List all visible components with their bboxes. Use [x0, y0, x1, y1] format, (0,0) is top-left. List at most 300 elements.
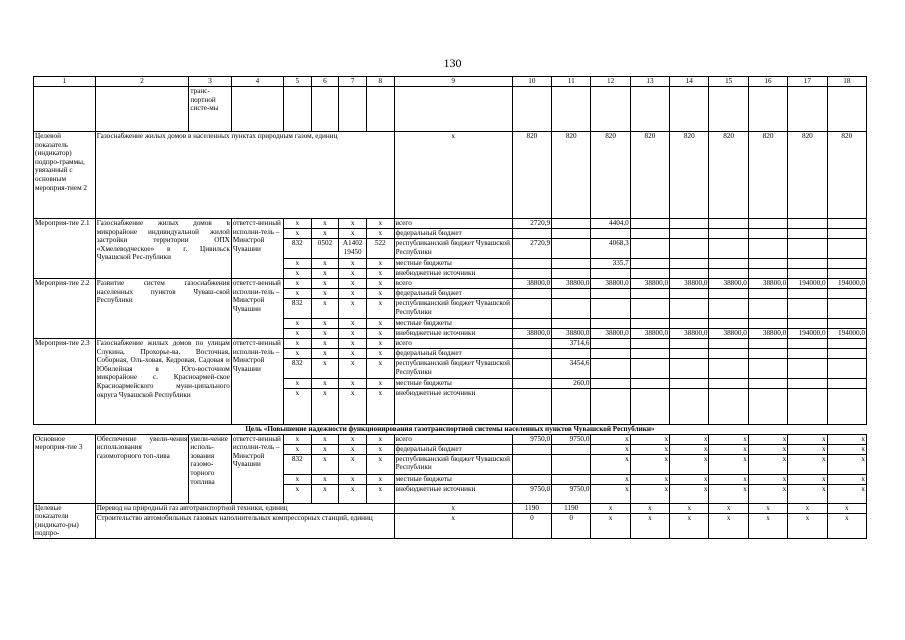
code-cell: x — [311, 454, 339, 474]
funding-value: 38800,0 — [670, 329, 709, 339]
code-cell: x — [339, 219, 367, 229]
funding-value — [591, 349, 630, 359]
funding-value — [670, 319, 709, 329]
funding-value — [552, 349, 591, 359]
funding-value — [827, 269, 866, 279]
code-cell: x — [339, 379, 367, 389]
funding-value — [670, 239, 709, 259]
funding-value — [709, 239, 748, 259]
funding-value: x — [788, 444, 827, 454]
column-number: 1 — [34, 77, 96, 87]
funding-source: федеральный бюджет — [394, 289, 512, 299]
target-indicator-value: 820 — [709, 132, 748, 219]
funding-source: республиканский бюджет Чувашской Республики — [394, 299, 512, 319]
funding-value — [512, 259, 551, 269]
funding-value: x — [709, 484, 748, 503]
funding-value: x — [827, 434, 866, 444]
funding-value: 194000,0 — [827, 329, 866, 339]
funding-value: 9750,0 — [512, 434, 551, 444]
funding-value: x — [670, 484, 709, 503]
funding-value — [788, 379, 827, 389]
funding-value — [709, 319, 748, 329]
code-cell: x — [339, 349, 367, 359]
funding-value — [748, 229, 787, 239]
main-measure-3-row — [34, 434, 867, 444]
code-cell: x — [366, 454, 394, 474]
code-cell: 0502 — [311, 239, 339, 259]
target-indicator-value: x — [709, 513, 748, 538]
code-cell: x — [283, 319, 311, 329]
funding-value — [630, 379, 669, 389]
funding-value — [748, 219, 787, 229]
funding-value: x — [591, 454, 630, 474]
funding-value: 38800,0 — [552, 279, 591, 289]
funding-source: внебюджетные источники — [394, 389, 512, 425]
funding-value — [670, 289, 709, 299]
funding-value — [709, 389, 748, 425]
funding-value — [512, 349, 551, 359]
code-cell: x — [283, 339, 311, 349]
code-cell: x — [311, 359, 339, 379]
measure-2-1-row — [34, 219, 867, 229]
funding-value — [709, 259, 748, 269]
transport-system-cell: транс-портной систе-мы — [189, 87, 232, 132]
code-cell: x — [283, 329, 311, 339]
empty-cell — [552, 87, 591, 132]
empty-cell — [512, 87, 551, 132]
funding-source: федеральный бюджет — [394, 444, 512, 454]
target-indicator-row — [34, 503, 867, 513]
funding-value — [827, 259, 866, 269]
funding-value — [827, 219, 866, 229]
funding-value — [512, 229, 551, 239]
funding-source: всего — [394, 219, 512, 229]
funding-value: 38800,0 — [591, 329, 630, 339]
target-indicator-value: x — [788, 513, 827, 538]
target-indicator-value: 820 — [670, 132, 709, 219]
target-indicator-value: x — [630, 503, 669, 513]
funding-value — [591, 379, 630, 389]
target-indicator-value: 0 — [512, 513, 551, 538]
measure-2-2-row — [34, 279, 867, 289]
funding-value: 2720,9 — [512, 239, 551, 259]
code-cell: x — [366, 389, 394, 425]
column-number: 6 — [311, 77, 339, 87]
code-cell: x — [366, 299, 394, 319]
code-cell: x — [283, 259, 311, 269]
funding-value: x — [630, 454, 669, 474]
funding-source: республиканский бюджет Чувашской Республики — [394, 239, 512, 259]
funding-value — [552, 269, 591, 279]
funding-value: x — [630, 434, 669, 444]
code-cell: x — [339, 359, 367, 379]
funding-value — [670, 349, 709, 359]
target-indicator-value: 820 — [512, 132, 551, 219]
code-cell: x — [283, 389, 311, 425]
funding-value — [591, 319, 630, 329]
funding-value — [552, 299, 591, 319]
funding-value — [552, 289, 591, 299]
funding-value: 260,0 — [552, 379, 591, 389]
column-number: 4 — [231, 77, 283, 87]
column-number: 13 — [630, 77, 669, 87]
funding-value: 9750,0 — [552, 484, 591, 503]
target-indicator-text: Перевод на природный газ автотранспортной техники, единиц — [95, 503, 394, 513]
code-cell: x — [366, 229, 394, 239]
funding-value — [788, 259, 827, 269]
code-cell: x — [366, 434, 394, 444]
funding-value — [827, 299, 866, 319]
code-cell: 832 — [283, 359, 311, 379]
code-cell: x — [339, 289, 367, 299]
funding-value: 3714,6 — [552, 339, 591, 349]
funding-value — [630, 289, 669, 299]
target-indicator-value: x — [670, 513, 709, 538]
funding-value — [630, 339, 669, 349]
code-cell: 832 — [283, 299, 311, 319]
funding-source: местные бюджеты — [394, 474, 512, 484]
funding-source: местные бюджеты — [394, 259, 512, 269]
target-indicator-value: 1190 — [552, 503, 591, 513]
funding-value — [709, 219, 748, 229]
funding-value — [552, 444, 591, 454]
funding-value — [748, 339, 787, 349]
funding-value: x — [827, 444, 866, 454]
target-indicator-value: x — [670, 503, 709, 513]
column-number: 5 — [283, 77, 311, 87]
column-number: 17 — [788, 77, 827, 87]
funding-value — [709, 299, 748, 319]
funding-value: x — [709, 444, 748, 454]
target-indicator-value: 820 — [748, 132, 787, 219]
funding-value — [788, 239, 827, 259]
column-number: 8 — [366, 77, 394, 87]
funding-value — [748, 359, 787, 379]
main-measure-3-description: Обеспечение увели-чения использования газомоторного топ-лива — [95, 434, 189, 503]
code-cell: x — [366, 269, 394, 279]
funding-source: внебюджетные источники — [394, 329, 512, 339]
target-indicator-row — [34, 132, 867, 219]
code-cell: x — [366, 279, 394, 289]
empty-cell — [339, 87, 367, 132]
column-number: 14 — [670, 77, 709, 87]
target-indicator-value: 1190 — [512, 503, 551, 513]
measure-2-2-label: Мероприя-тие 2.2 — [34, 279, 96, 339]
code-cell: 522 — [366, 239, 394, 259]
funding-value — [827, 359, 866, 379]
funding-value: x — [591, 434, 630, 444]
funding-value — [552, 454, 591, 474]
funding-value: x — [788, 454, 827, 474]
funding-value — [788, 229, 827, 239]
funding-value: x — [709, 434, 748, 444]
funding-source: республиканский бюджет Чувашской Республики — [394, 359, 512, 379]
target-indicator-value: x — [788, 503, 827, 513]
funding-value — [630, 319, 669, 329]
funding-value — [827, 339, 866, 349]
empty-cell — [394, 87, 512, 132]
code-cell: x — [283, 279, 311, 289]
responsible-executor: ответст-венный исполни-тель – Минстрой Чувашии — [231, 279, 283, 339]
code-cell: x — [283, 289, 311, 299]
empty-cell — [630, 87, 669, 132]
target-indicator-value: 0 — [552, 513, 591, 538]
funding-source: всего — [394, 279, 512, 289]
funding-value — [827, 379, 866, 389]
target-indicator-value: x — [709, 503, 748, 513]
funding-value — [827, 289, 866, 299]
target-indicator-text: Строительство автомобильных газовых наполнительных компрессорных станций, единиц — [95, 513, 394, 538]
code-cell: x — [283, 379, 311, 389]
funding-value: 38800,0 — [630, 279, 669, 289]
funding-value: x — [748, 484, 787, 503]
funding-value: 194000,0 — [827, 279, 866, 289]
funding-value — [827, 239, 866, 259]
funding-value — [670, 299, 709, 319]
funding-value — [709, 269, 748, 279]
goal-heading: Цель «Повышение надежности функционирования газотранспортной системы населенных пунктов Чувашской Республики» — [34, 425, 867, 435]
funding-value — [512, 359, 551, 379]
funding-value — [630, 219, 669, 229]
responsible-executor: ответст-венный исполни-тель – Минстрой Чувашии — [231, 434, 283, 503]
empty-cell — [670, 87, 709, 132]
target-indicator-label: Целевой показатель (индикатор) подпро-граммы, увязанный с основным мероприя-тием 2 — [34, 132, 96, 219]
funding-value: 38800,0 — [709, 279, 748, 289]
funding-value: x — [748, 474, 787, 484]
funding-value — [748, 289, 787, 299]
code-cell: А1402 19450 — [339, 239, 367, 259]
funding-value — [827, 229, 866, 239]
funding-value — [630, 359, 669, 379]
funding-value — [630, 269, 669, 279]
code-cell: x — [366, 379, 394, 389]
funding-value: 38800,0 — [630, 329, 669, 339]
funding-source: федеральный бюджет — [394, 229, 512, 239]
funding-value — [512, 379, 551, 389]
code-cell: x — [339, 269, 367, 279]
funding-source: местные бюджеты — [394, 379, 512, 389]
funding-value — [748, 239, 787, 259]
column-number: 15 — [709, 77, 748, 87]
code-cell: x — [366, 289, 394, 299]
code-cell: x — [311, 289, 339, 299]
funding-value — [670, 339, 709, 349]
funding-value — [709, 229, 748, 239]
funding-value — [748, 269, 787, 279]
funding-value — [709, 289, 748, 299]
page-number: 130 — [443, 56, 462, 70]
code-cell: x — [311, 269, 339, 279]
main-measure-3-label: Основное мероприя-тие 3 — [34, 434, 96, 503]
code-cell: 832 — [283, 239, 311, 259]
column-number: 12 — [591, 77, 630, 87]
column-number: 3 — [189, 77, 232, 87]
code-cell: x — [311, 379, 339, 389]
funding-source: местные бюджеты — [394, 319, 512, 329]
funding-value — [630, 299, 669, 319]
funding-value — [748, 319, 787, 329]
column-number: 10 — [512, 77, 551, 87]
code-cell: x — [366, 474, 394, 484]
funding-value: 38800,0 — [512, 329, 551, 339]
column-number-row — [34, 77, 867, 87]
column-number: 7 — [339, 77, 367, 87]
funding-value: x — [630, 444, 669, 454]
target-indicator-value: x — [591, 513, 630, 538]
target-indicator-value: 820 — [827, 132, 866, 219]
funding-value — [630, 389, 669, 425]
target-indicators-label: Целевые показатели (индикато-ры) подпро- — [34, 503, 96, 538]
column-number: 11 — [552, 77, 591, 87]
funding-value: 4068,3 — [591, 239, 630, 259]
funding-value — [512, 299, 551, 319]
funding-value: 38800,0 — [512, 279, 551, 289]
funding-value — [512, 444, 551, 454]
empty-cell — [311, 87, 339, 132]
funding-value — [788, 349, 827, 359]
funding-value — [552, 259, 591, 269]
funding-value — [512, 389, 551, 425]
code-cell: x — [366, 339, 394, 349]
code-cell: x — [311, 319, 339, 329]
funding-value: x — [670, 444, 709, 454]
code-cell: x — [311, 279, 339, 289]
code-cell: x — [366, 444, 394, 454]
funding-value — [512, 319, 551, 329]
funding-value — [552, 229, 591, 239]
measure-2-3-row — [34, 339, 867, 349]
funding-value — [709, 359, 748, 379]
funding-value — [591, 359, 630, 379]
code-cell: 832 — [283, 454, 311, 474]
column-number: 9 — [394, 77, 512, 87]
target-indicator-value: 820 — [591, 132, 630, 219]
code-cell: x — [311, 259, 339, 269]
funding-value — [748, 389, 787, 425]
code-cell: x — [283, 269, 311, 279]
code-cell: x — [311, 484, 339, 503]
funding-value — [591, 269, 630, 279]
funding-value — [552, 219, 591, 229]
funding-value: x — [670, 434, 709, 444]
funding-value — [512, 339, 551, 349]
funding-source: внебюджетные источники — [394, 484, 512, 503]
column-number: 2 — [95, 77, 189, 87]
funding-value — [748, 379, 787, 389]
funding-value — [591, 229, 630, 239]
funding-value — [552, 319, 591, 329]
empty-cell — [283, 87, 311, 132]
funding-value: x — [788, 474, 827, 484]
target-indicator-value: 820 — [788, 132, 827, 219]
funding-value — [591, 339, 630, 349]
target-indicator-value: x — [748, 503, 787, 513]
code-cell: x — [366, 329, 394, 339]
code-cell: x — [339, 299, 367, 319]
empty-cell — [709, 87, 748, 132]
empty-cell — [95, 87, 189, 132]
target-indicator-x: x — [394, 503, 512, 513]
funding-value: x — [591, 474, 630, 484]
target-indicator-value: x — [827, 513, 866, 538]
code-cell: x — [366, 484, 394, 503]
funding-value: x — [748, 444, 787, 454]
funding-value: x — [591, 484, 630, 503]
funding-source: всего — [394, 339, 512, 349]
code-cell: x — [311, 219, 339, 229]
empty-cell — [34, 87, 96, 132]
funding-value — [630, 229, 669, 239]
column-number: 18 — [827, 77, 866, 87]
funding-value — [670, 359, 709, 379]
funding-value — [670, 229, 709, 239]
funding-value: 38800,0 — [670, 279, 709, 289]
code-cell: x — [339, 474, 367, 484]
funding-value — [748, 299, 787, 319]
funding-value — [630, 239, 669, 259]
funding-value — [552, 474, 591, 484]
code-cell: x — [339, 444, 367, 454]
code-cell: x — [283, 219, 311, 229]
funding-value: 2720,9 — [512, 219, 551, 229]
code-cell: x — [366, 259, 394, 269]
empty-cell — [827, 87, 866, 132]
funding-value: 38800,0 — [552, 329, 591, 339]
funding-source: республиканский бюджет Чувашской Республики — [394, 454, 512, 474]
program-table — [33, 76, 867, 539]
funding-value — [788, 289, 827, 299]
funding-source: федеральный бюджет — [394, 349, 512, 359]
code-cell: x — [339, 484, 367, 503]
funding-value: 3454,6 — [552, 359, 591, 379]
code-cell: x — [311, 229, 339, 239]
funding-value: x — [788, 484, 827, 503]
funding-value — [788, 389, 827, 425]
code-cell: x — [339, 259, 367, 269]
funding-value — [670, 389, 709, 425]
funding-value: x — [748, 454, 787, 474]
funding-value — [788, 269, 827, 279]
target-indicator-x: x — [394, 513, 512, 538]
empty-cell — [231, 87, 283, 132]
funding-value — [788, 219, 827, 229]
code-cell: x — [311, 349, 339, 359]
funding-value: x — [748, 434, 787, 444]
funding-value: x — [827, 474, 866, 484]
funding-value — [788, 299, 827, 319]
code-cell: x — [311, 299, 339, 319]
funding-value — [748, 259, 787, 269]
funding-value — [512, 474, 551, 484]
funding-value: 194000,0 — [788, 329, 827, 339]
funding-value — [512, 454, 551, 474]
funding-value: 9750,0 — [552, 434, 591, 444]
main-measure-3-purpose: увели-чение исполь-зования газомо-торного топлива — [189, 434, 232, 503]
funding-value: 38800,0 — [748, 329, 787, 339]
empty-cell — [788, 87, 827, 132]
measure-2-2-description: Развитие систем газоснабжения населенных пунктов Чуваш-ской Республики — [95, 279, 231, 339]
empty-cell — [366, 87, 394, 132]
code-cell: x — [339, 279, 367, 289]
code-cell: x — [283, 484, 311, 503]
funding-value — [591, 389, 630, 425]
responsible-executor: ответст-венный исполни-тель – Минстрой Чувашии — [231, 219, 283, 279]
code-cell: x — [366, 219, 394, 229]
funding-value — [670, 269, 709, 279]
funding-value — [670, 219, 709, 229]
code-cell: x — [366, 319, 394, 329]
target-indicator-value: x — [591, 503, 630, 513]
